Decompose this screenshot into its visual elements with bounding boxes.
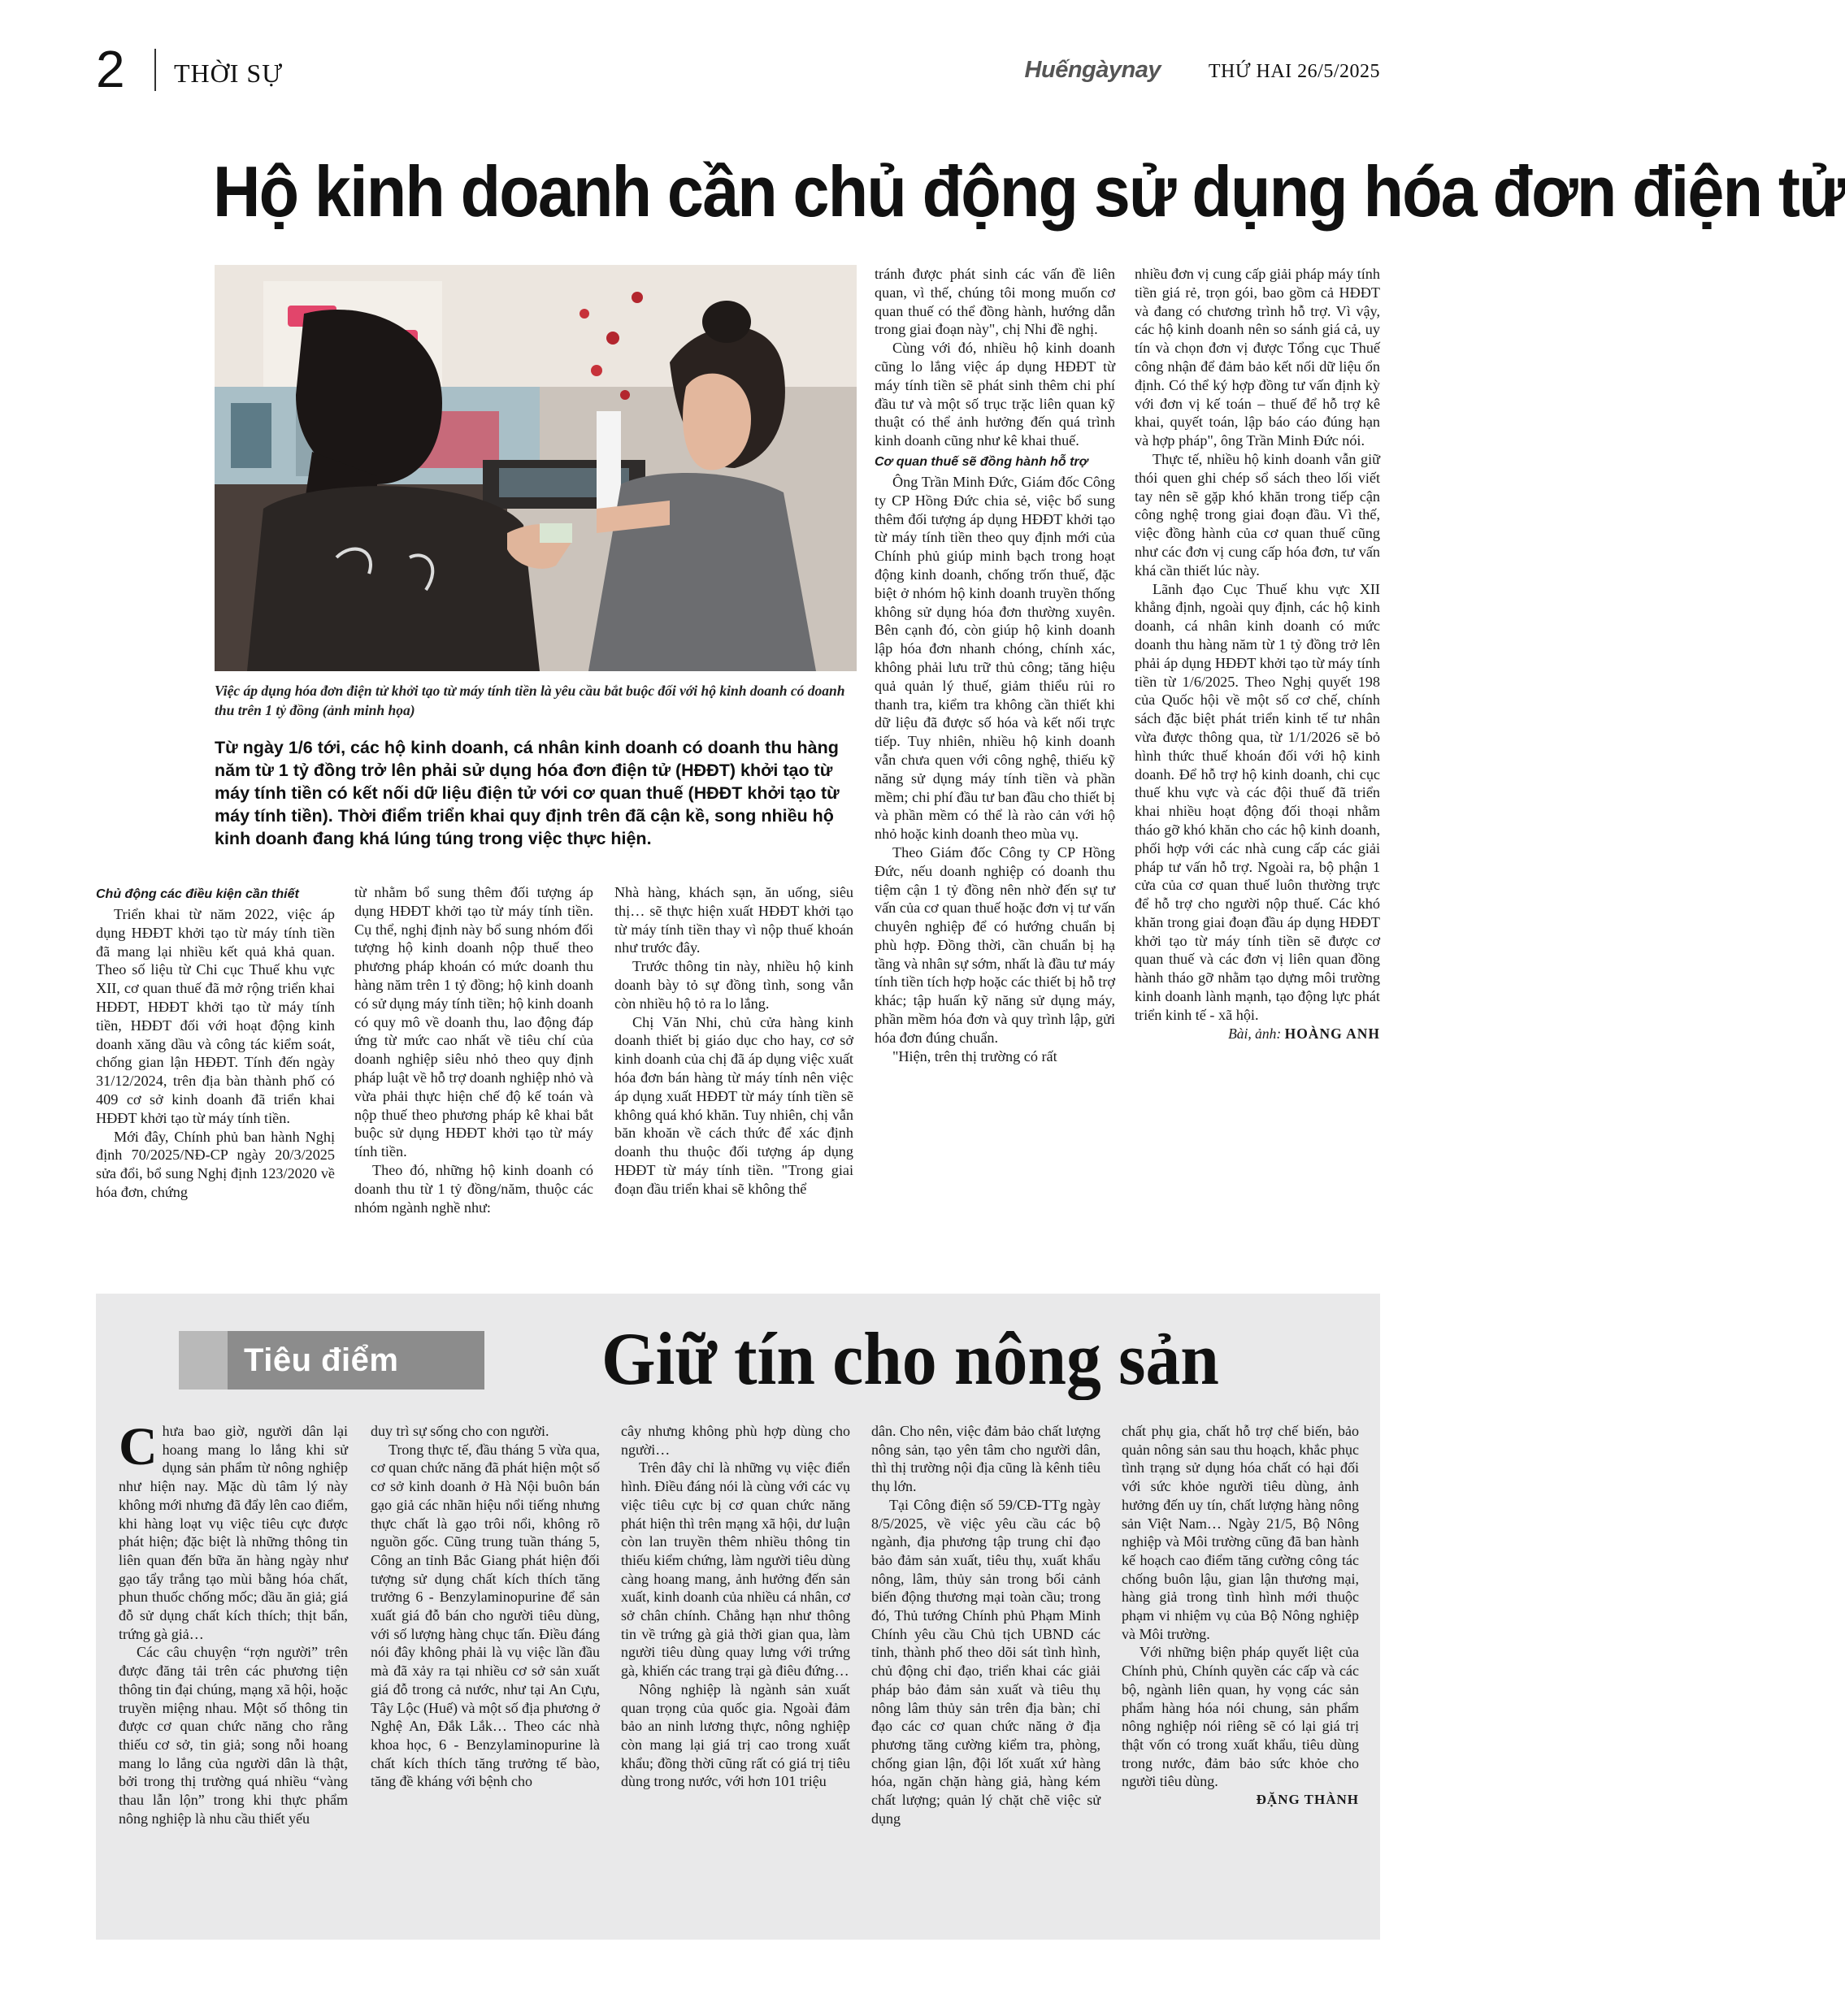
feature-paragraph: duy trì sự sống cho con người. <box>371 1423 549 1439</box>
article-column-4 <box>875 265 1115 1065</box>
article-paragraph: tránh được phát sinh các vấn đề liên quan, vì thế, chúng tôi mong muốn cơ quan thuế có thể đồng hành, hướng dẫn trong giai đoạn này", chị Nhi đề nghị. <box>875 266 1115 338</box>
feature-paragraph <box>119 1417 348 1643</box>
article-paragraph: Cùng với đó, nhiều hộ kinh doanh cũng lo lắng việc áp dụng HĐĐT từ máy tính tiền sẽ phát sinh thêm chi phí đầu tư và một số trục trặc liên quan kỹ thuật có thể ảnh hưởng đến quá trình kinh doanh cũng như kê khai thuế. <box>875 340 1115 449</box>
article-paragraph: Thực tế, nhiều hộ kinh doanh vẫn giữ thói quen ghi chép sổ sách theo lối viết tay nên sẽ gặp khó khăn trong tiếp cận công nghệ trong giai đoạn đầu. Vì thế, việc đồng hành của cơ quan thuế cũng như các đơn vị cung cấp hóa đơn, tư vấn khá cần thiết lúc này. <box>1135 450 1380 579</box>
photo-caption: Việc áp dụng hóa đơn điện tử khởi tạo từ máy tính tiền là yêu cầu bắt buộc đối với hộ kinh doanh có doanh thu trên 1 tỷ đồng (ảnh minh họa) <box>215 683 845 718</box>
feature-paragraph: Các câu chuyện “rợn người” trên được đăng tải trên các phương tiện thông tin đại chúng, mạng xã hội, hoặc truyền miệng nhau. Một số thông tin được cơ quan chức năng cho rằng thiếu cơ sở, tin giả; song nỗi hoang mang lo lắng của người dân là thật, bởi trong thị trường quá nhiều “vàng thau lẫn lộn” trong khi thực phẩm nông nghiệp là nhu cầu thiết yếu <box>119 1644 348 1827</box>
masthead-logo: Huếngàynay <box>1024 57 1161 83</box>
article-paragraph: Chị Văn Nhi, chủ cửa hàng kinh doanh thiết bị giáo dục cho hay, cơ sở kinh doanh của chị đã áp dụng việc xuất hóa đơn bán hàng từ máy tính nên việc áp dụng xuất HĐĐT từ máy tính tiền sẽ không quá khó khăn. Tuy nhiên, chị vẫn băn khoăn về cách thức để xác định doanh thu thuộc đối tượng áp dụng HĐĐT từ máy tính tiền. "Trong giai đoạn đầu triển khai sẽ không thể <box>614 1013 853 1197</box>
feature-paragraph: chất phụ gia, chất hỗ trợ chế biến, bảo quản nông sản sau thu hoạch, khắc phục tình trạng sử dụng hóa chất có hại đối với sức khỏe người tiêu dùng, ảnh hưởng đến uy tín, chất lượng hàng nông sản Việt Nam… Ngày 21/5, Bộ Nông nghiệp và Môi trường cũng đã ban hành kế hoạch cao điểm tăng cường công tác chống buôn lậu, gian lận thương mại, hàng giả trong tình hình mới thuộc phạm vi nhiệm vụ của Bộ Nông nghiệp và Môi trường. <box>1122 1423 1359 1642</box>
article-column-3 <box>614 883 853 1199</box>
feature-paragraph: dân. Cho nên, việc đảm bảo chất lượng nông sản, tạo yên tâm cho người dân, thì thị trường nội địa cũng là kênh tiêu thụ lớn. <box>871 1423 1100 1495</box>
article-paragraph: Trước thông tin này, nhiều hộ kinh doanh bày tỏ sự đồng tình, song vẫn còn nhiều hộ tỏ ra lo lắng. <box>614 958 853 1012</box>
feature-column-3 <box>621 1422 850 1791</box>
article-byline <box>1135 1025 1380 1043</box>
feature-paragraph: Với những biện pháp quyết liệt của Chính phủ, Chính quyền các cấp và các bộ, ngành liên quan, hy vọng các sản phẩm hàng hóa nói chung, sản phẩm nông nghiệp nói riêng sẽ có lại giá trị thật vốn có trong xuất khẩu, tiêu dùng trong nước, đảm bảo sức khỏe cho người tiêu dùng. <box>1122 1644 1359 1790</box>
article-photo <box>215 265 857 671</box>
page-header <box>96 41 1380 98</box>
article-column-1 <box>96 886 335 1202</box>
byline-author: HOÀNG ANH <box>1284 1025 1380 1042</box>
feature-paragraph: cây nhưng không phù hợp dùng cho người… <box>621 1423 850 1458</box>
feature-paragraph: Trên đây chỉ là những vụ việc điển hình. Điều đáng nói là cùng với các vụ việc tiêu cực bị cơ quan chức năng phát hiện thì trên mạng xã hội, dư luận còn lan truyền thêm nhiều thông tin thiếu kiểm chứng, làm người tiêu dùng càng hoang mang, ảnh hưởng đến sản xuất, kinh doanh của nhiều cá nhân, cơ sở chân chính. Chẳng hạn như thông tin về trứng gà giả thời gian qua, làm người tiêu dùng quay lưng với trứng gà, khiến các trang trại gà điêu đứng… <box>621 1459 850 1680</box>
feature-tag <box>179 1331 484 1390</box>
article-subhead: Cơ quan thuế sẽ đồng hành hỗ trợ <box>875 454 1088 469</box>
header-divider <box>154 49 156 91</box>
feature-paragraph: Trong thực tế, đầu tháng 5 vừa qua, cơ quan chức năng đã phát hiện một số cơ sở kinh doanh ở Hà Nội buôn bán gạo giả các nhãn hiệu nổi tiếng nhưng thực chất là gạo trôi nổi, không rõ nguồn gốc. Cũng trung tuần tháng 5, Công an tỉnh Bắc Giang phát hiện đối tượng sử dụng chất kích thích tăng trưởng 6 - Benzylaminopurine để sản xuất giá đỗ bán cho người tiêu dùng, với số lượng hàng chục tấn. Điều đáng nói đây không phải là vụ việc lần đầu mà đã xảy ra tại nhiều cơ sở sản xuất giá đỗ trong cả nước, như tại An Cựu, Tây Lộc (Huế) và một số địa phương ở Nghệ An, Đắk Lắk… Theo các nhà khoa học, 6 - Benzylaminopurine là chất kích thích tăng trưởng tế bào, tăng đề kháng với bệnh cho <box>371 1441 600 1790</box>
feature-box <box>96 1294 1380 1940</box>
feature-column-2 <box>371 1422 600 1791</box>
article-paragraph: Ông Trần Minh Đức, Giám đốc Công ty CP Hồng Đức chia sẻ, việc bổ sung thêm đối tượng áp dụng HĐĐT khởi tạo từ máy tính tiền theo quy định mới của Chính phủ giúp minh bạch trong hoạt động kinh doanh, chống trốn thuế, đặc biệt ở nhóm hộ kinh doanh truyền thống không sử dụng hóa đơn thường xuyên. Bên cạnh đó, còn giúp hộ kinh doanh lập hóa đơn nhanh chóng, chính xác, không phải lưu trữ thủ công; tăng hiệu quả quản lý thuế, giảm thiểu rủi ro thanh tra, kiểm tra không cần thiết khi dữ liệu đã được số hóa và kết nối trực tiếp. Tuy nhiên, nhiều hộ kinh doanh vẫn chưa quen với công nghệ, thiếu kỹ năng sử dụng máy tính tiền và phần mềm; chi phí đầu tư ban đầu cho thiết bị và phần mềm có thể là rào cản với hộ nhỏ hoặc kinh doanh theo mùa vụ. <box>875 473 1115 843</box>
feature-column-5 <box>1122 1422 1359 1810</box>
article-paragraph: Lãnh đạo Cục Thuế khu vực XII khẳng định, ngoài quy định, các hộ kinh doanh, cá nhân kinh doanh có mức doanh thu hàng năm từ 1 tỷ đồng trở lên phải áp dụng HĐĐT khởi tạo từ máy tính tiền từ 1/6/2025. Theo Nghị quyết 198 của Quốc hội về một số cơ chế, chính sách đặc biệt phát triển kinh tế tư nhân vừa được thông qua, từ 1/1/2026 sẽ bỏ hình thức thuế khoán đối với hộ kinh doanh. Để hỗ trợ hộ kinh doanh, chi cục thuế khu vực và các đội thuế đã triển khai nhiều hoạt động đối thoại nhằm tháo gỡ khó khăn cho các hộ kinh doanh, phối hợp với các nhà cung cấp các giải pháp tư vấn hỗ trợ. Ngoài ra, bộ phận 1 cửa của cơ quan thuế luôn thường trực để hỗ trợ cho người nộp thuế. Các khó khăn trong giai đoạn đầu áp dụng HĐĐT khởi tạo từ máy tính tiền sẽ được cơ quan thuế và các đơn vị liên quan đồng hành tháo gỡ nhằm tạo dựng môi trường kinh doanh lành mạnh, tạo động lực phát triển kinh tế - xã hội. <box>1135 580 1380 1023</box>
article-column-2 <box>354 883 593 1216</box>
article-paragraph: Theo đó, những hộ kinh doanh có doanh thu từ 1 tỷ đồng/năm, thuộc các nhóm ngành nghề như: <box>354 1161 593 1216</box>
feature-paragraph: Tại Công điện số 59/CĐ-TTg ngày 8/5/2025, về việc yêu cầu các bộ ngành, địa phương tập trung chỉ đạo bảo đảm sản xuất, tiêu thụ, xuất khẩu nông, lâm, thủy sản trong bối cảnh biến động thương mại toàn cầu; trong đó, Thủ tướng Chính phủ Phạm Minh Chính yêu cầu Chủ tịch UBND các tỉnh, thành phố theo dõi sát tình hình, chủ động chỉ đạo, triển khai các giải pháp bảo đảm sản xuất và tiêu thụ nông lâm thủy sản trên địa bàn; chỉ đạo các cơ quan chức năng ở địa phương tăng cường kiểm tra, phòng, chống gian lận, đội lốt xuất xứ hàng hóa, ngăn chặn hàng giả, hàng kém chất lượng; quản lý chặt chẽ việc sử dụng <box>871 1496 1100 1827</box>
article-paragraph: nhiều đơn vị cung cấp giải pháp máy tính tiền giá rẻ, trọn gói, bao gồm cả HĐĐT và đang có chương trình hỗ trợ. Vì vậy, các hộ kinh doanh nên so sánh giá cả, uy tín và chọn đơn vị được Tổng cục Thuế công nhận để đảm bảo kết nối dữ liệu ổn định. Có thể ký hợp đồng tư vấn định kỳ với đơn vị kế toán – thuế để hỗ trợ kê khai, quyết toán, lập báo cáo đúng hạn và hợp pháp", ông Trần Minh Đức nói. <box>1135 266 1380 449</box>
article-paragraph: Mới đây, Chính phủ ban hành Nghị định 70/2025/NĐ-CP ngày 20/3/2025 sửa đổi, bổ sung Nghị định 123/2020 về hóa đơn, chứng <box>96 1128 335 1200</box>
feature-column-4 <box>871 1422 1100 1827</box>
feature-byline: ĐẶNG THÀNH <box>1256 1792 1359 1808</box>
article-headline: Hộ kinh doanh cần chủ động sử dụng hóa đơn điện tử <box>213 151 1845 232</box>
feature-title: Giữ tín cho nông sản <box>601 1317 1219 1400</box>
article-lead: Từ ngày 1/6 tới, các hộ kinh doanh, cá nhân kinh doanh có doanh thu hàng năm từ 1 tỷ đồng trở lên phải sử dụng hóa đơn điện tử (HĐĐT) khởi tạo từ máy tính tiền có kết nối dữ liệu điện tử với cơ quan thuế (HĐĐT khởi tạo từ máy tính tiền). Thời điểm triển khai quy định trên đã cận kề, song nhiều hộ kinh doanh đang khá lúng túng trong việc thực hiện. <box>215 738 840 848</box>
article-paragraph: "Hiện, trên thị trường có rất <box>892 1047 1057 1064</box>
section-label: THỜI SỰ <box>174 59 284 88</box>
feature-tag-accent <box>179 1331 228 1390</box>
article-paragraph: từ nhằm bổ sung thêm đối tượng áp dụng HĐĐT khởi tạo từ máy tính tiền. Cụ thể, nghị định này bổ sung nhóm đối tượng hộ kinh doanh nộp thuế theo phương pháp khoán có mức doanh thu hàng năm trên 1 tỷ đồng; hộ kinh doanh có sử dụng máy tính tiền; hộ kinh doanh có quy mô về doanh thu, lao động đáp ứng từ mức cao nhất về tiêu chí của doanh nghiệp siêu nhỏ theo quy định pháp luật về hỗ trợ doanh nghiệp nhỏ và vừa phải thực hiện chế độ kế toán và nộp thuế theo phương pháp kê khai bắt buộc sử dụng HĐĐT khởi tạo từ máy tính tiền. <box>354 884 593 1160</box>
article-column-5 <box>1135 265 1380 1043</box>
article-subhead: Chủ động các điều kiện cần thiết <box>96 887 299 901</box>
feature-tag-label: Tiêu điểm <box>244 1342 399 1378</box>
dropcap: C <box>119 1417 158 1476</box>
feature-paragraph-text: hưa bao giờ, người dân lại hoang mang lo lắng khi sử dụng sản phẩm từ nông nghiệp như hiện nay. Mặc dù tâm lý này không mới nhưng đã đẩy lên cao điểm, khi hàng loạt vụ việc tiêu cực được phát hiện; đặc biệt là những thông tin liên quan đến bữa ăn hàng ngày như gạo tẩy trắng tạo mùi bằng hóa chất, phun thuốc chống mốc; dầu ăn giả; giá đỗ sử dụng chất kích thích; thịt bẩn, trứng gà giả… <box>119 1423 348 1642</box>
issue-date: THỨ HAI 26/5/2025 <box>1208 61 1380 82</box>
page-number: 2 <box>96 40 125 98</box>
feature-column-1 <box>119 1417 348 1827</box>
article-paragraph: Theo Giám đốc Công ty CP Hồng Đức, nếu doanh nghiệp có doanh thu tiệm cận 1 tỷ đồng nên nhờ đến sự tư vấn của cơ quan thuế hoặc đơn vị tư vấn chuyên nghiệp để có hướng chuẩn bị phù hợp. Đồng thời, cần chuẩn bị hạ tầng và nhân sự sớm, nhất là đầu tư máy tính tiền tích hợp hoặc các thiết bị hỗ trợ khác; tập huấn kỹ năng sử dụng máy, phần mềm hóa đơn và quy trình lập, gửi hóa đơn đúng chuẩn. <box>875 843 1115 1046</box>
feature-paragraph: Nông nghiệp là ngành sản xuất quan trọng của quốc gia. Ngoài đảm bảo an ninh lương thực, nông nghiệp còn mang lại giá trị cao trong xuất khẩu; đồng thời cũng rất có giá trị tiêu dùng trong nước, với hơn 101 triệu <box>621 1680 850 1790</box>
article-paragraph: Triển khai từ năm 2022, việc áp dụng HĐĐT khởi tạo từ máy tính tiền đã mang lại nhiều kết quả khả quan. Theo số liệu từ Chi cục Thuế khu vực XII, cơ quan thuế đã mở rộng triển khai HĐĐT, HĐĐT khởi tạo từ máy tính tiền, HĐĐT đối với hoạt động kinh doanh xăng dầu và công tác kiểm soát, chống gian lận HĐĐT. Tính đến ngày 31/12/2024, trên địa bàn thành phố có 409 cơ sở kinh doanh đã triển khai HĐĐT khởi tạo từ máy tính tiền. <box>96 906 335 1126</box>
article-paragraph: Nhà hàng, khách sạn, ăn uống, siêu thị… sẽ thực hiện xuất HĐĐT khởi tạo từ máy tính tiền thay vì nộp thuế khoán như trước đây. <box>614 884 853 956</box>
byline-prefix: Bài, ảnh: <box>1228 1025 1285 1042</box>
